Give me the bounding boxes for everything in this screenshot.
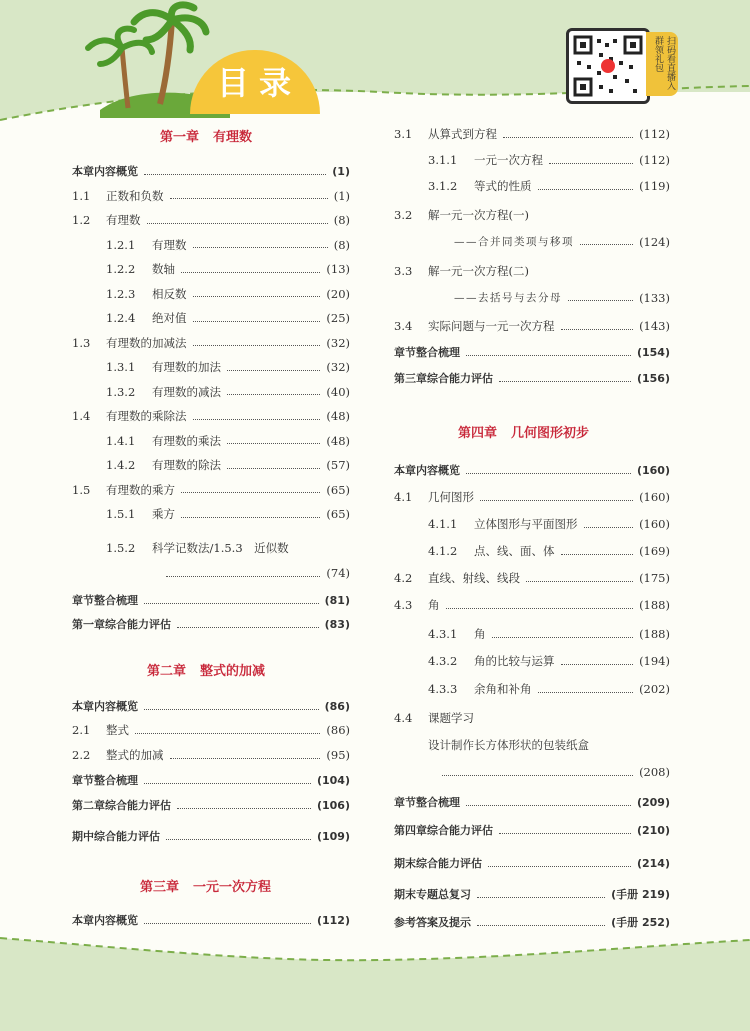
toc-entry[interactable]: [72, 592, 350, 608]
entry-page: (1): [333, 188, 350, 203]
entry-label: 本章内容概览: [72, 165, 138, 178]
toc-entry[interactable]: [454, 234, 670, 249]
entry-label: 有理数的加法: [152, 360, 221, 374]
entry-page: (104): [316, 773, 350, 787]
entry-label: 有理数的乘除法: [106, 409, 187, 423]
toc-entry[interactable]: [72, 408, 350, 424]
entry-page: (8): [333, 237, 350, 252]
entry-number: 4.1.1: [428, 517, 458, 531]
toc-entry[interactable]: [106, 384, 350, 400]
entry-page: (160): [639, 517, 670, 531]
toc-entry[interactable]: [428, 681, 670, 697]
entry-label: 期末专题总复习: [394, 888, 471, 901]
entry-page: (86): [324, 699, 350, 713]
entry-number: 1.5: [72, 482, 91, 497]
leader-dots: [177, 627, 319, 628]
entry-label: 有理数的乘方: [106, 482, 175, 497]
entry-number: 4.1.2: [428, 544, 458, 558]
toc-entry[interactable]: [106, 310, 350, 326]
leader-dots: [170, 198, 328, 199]
leader-dots: [466, 355, 631, 356]
entry-number: 4.3: [394, 598, 413, 612]
entry-page: (手册 252): [611, 916, 670, 929]
entry-page: (133): [639, 290, 670, 305]
leader-dots: [147, 223, 328, 224]
toc-entry[interactable]: [394, 318, 670, 334]
entry-label: 期中综合能力评估: [72, 830, 160, 843]
leader-dots: [170, 758, 321, 759]
toc-entry[interactable]: [72, 828, 350, 844]
entry-label: 角的比较与运算: [474, 654, 555, 668]
entry-number: 3.2: [394, 208, 413, 222]
leader-dots: [442, 775, 633, 776]
entry-label: 章节整合梳理: [394, 346, 460, 359]
chapter-4-heading: 第四章 几何图形初步: [458, 426, 590, 441]
toc-entry[interactable]: [72, 163, 350, 179]
entry-page: (143): [639, 319, 670, 333]
entry-page: (8): [333, 213, 350, 227]
leader-dots: [488, 866, 631, 867]
entry-label: 第三章综合能力评估: [394, 372, 493, 385]
entry-label: 本章内容概览: [394, 464, 460, 477]
entry-label: 等式的性质: [474, 179, 532, 193]
toc-entry[interactable]: [72, 772, 350, 788]
toc-entry[interactable]: [106, 540, 350, 556]
entry-page: (48): [326, 433, 350, 448]
toc-entry[interactable]: [72, 747, 350, 763]
leader-dots: [538, 692, 634, 693]
entry-label: 本章内容概览: [72, 914, 138, 927]
entry-label: 绝对值: [152, 311, 187, 325]
toc-entry[interactable]: [106, 457, 350, 473]
entry-page: (209): [636, 795, 670, 809]
toc-entry-continuation[interactable]: [436, 765, 670, 779]
entry-label: 第一章综合能力评估: [72, 618, 171, 631]
leader-dots: [561, 664, 634, 665]
entry-label: 有理数的乘法: [152, 433, 221, 448]
chapter-1-heading: 第一章 有理数: [160, 130, 253, 145]
toc-entry[interactable]: [72, 188, 350, 204]
entry-label: 直线、射线、线段: [428, 571, 520, 585]
entry-page: (65): [326, 507, 350, 521]
toc-entry[interactable]: [428, 737, 670, 753]
entry-label: 余角和补角: [474, 682, 532, 696]
entry-label: 点、线、面、体: [474, 544, 555, 558]
entry-number: 1.4: [72, 409, 91, 423]
entry-number: 3.1: [394, 127, 413, 141]
leader-dots: [466, 473, 631, 474]
toc-entry[interactable]: [106, 506, 350, 522]
entry-number: 1.4.2: [106, 458, 136, 472]
toc-entry[interactable]: [72, 797, 350, 813]
entry-label: 立体图形与平面图形: [474, 517, 578, 531]
entry-number: 1.3.1: [106, 360, 136, 374]
toc-entry[interactable]: [428, 152, 670, 168]
leader-dots: [227, 443, 320, 444]
entry-page: (74): [326, 566, 350, 580]
entry-page: (48): [326, 409, 350, 423]
leader-dots: [181, 492, 320, 493]
entry-number: 3.1.1: [428, 153, 458, 167]
leader-dots: [181, 272, 320, 273]
entry-label: 解一元一次方程(一): [428, 208, 529, 222]
entry-number: 1.5.2: [106, 541, 136, 555]
leader-dots: [227, 370, 320, 371]
entry-page: (124): [639, 234, 670, 249]
toc-entry[interactable]: [428, 516, 670, 532]
leader-dots: [193, 321, 321, 322]
entry-number: 2.2: [72, 748, 91, 762]
leader-dots: [144, 709, 319, 710]
toc-entry[interactable]: [394, 344, 670, 360]
leader-dots: [480, 500, 633, 501]
toc-entry[interactable]: [394, 370, 670, 386]
entry-page: (32): [326, 335, 350, 350]
leader-dots: [193, 247, 328, 248]
entry-label: 一元一次方程: [474, 153, 543, 167]
entry-page: (202): [639, 682, 670, 696]
toc-entry[interactable]: [72, 698, 350, 714]
entry-number: 1.1: [72, 188, 91, 203]
entry-page: (194): [639, 654, 670, 668]
entry-page: (106): [316, 798, 350, 812]
entry-page: (32): [326, 360, 350, 374]
entry-number: 2.1: [72, 723, 91, 737]
entry-label: 第二章综合能力评估: [72, 799, 171, 812]
toc-entry[interactable]: [106, 237, 350, 253]
entry-page: (208): [639, 765, 670, 779]
entry-label: 整式: [106, 723, 129, 737]
entry-label: ——合并同类项与移项: [454, 236, 574, 248]
entry-label: 有理数的加减法: [106, 335, 187, 350]
toc-entry[interactable]: [394, 207, 670, 223]
entry-label: 参考答案及提示: [394, 916, 471, 929]
toc-entry[interactable]: [106, 359, 350, 375]
entry-page: (40): [326, 384, 350, 399]
toc-entry-continuation[interactable]: [160, 566, 350, 580]
toc-entry[interactable]: [428, 543, 670, 559]
entry-page: (20): [326, 286, 350, 301]
leader-dots: [477, 925, 605, 926]
entry-label: 章节整合梳理: [72, 774, 138, 787]
entry-page: (手册 219): [611, 888, 670, 901]
toc-entry[interactable]: [106, 433, 350, 449]
entry-page: (65): [326, 482, 350, 497]
entry-label: 整式的加减: [106, 748, 164, 762]
entry-label: 角: [474, 627, 486, 641]
toc-entry[interactable]: [394, 822, 670, 838]
leader-dots: [227, 468, 320, 469]
entry-number: 1.2.2: [106, 262, 136, 276]
entry-page: (112): [639, 127, 670, 141]
leader-dots: [166, 576, 320, 577]
leader-dots: [193, 345, 321, 346]
leader-dots: [526, 581, 633, 582]
entry-label: ——去括号与去分母: [454, 292, 562, 304]
leader-dots: [144, 783, 311, 784]
entry-label: 第四章综合能力评估: [394, 824, 493, 837]
entry-page: (154): [636, 345, 670, 359]
entry-number: 4.1: [394, 490, 413, 504]
entry-number: 1.2: [72, 213, 91, 227]
entry-page: (95): [326, 748, 350, 762]
entry-label: 有理数: [152, 237, 187, 252]
entry-label: 几何图形: [428, 490, 474, 504]
entry-page: (175): [639, 571, 670, 585]
toc-entry[interactable]: [394, 489, 670, 505]
entry-page: (86): [326, 723, 350, 737]
entry-number: 4.3.3: [428, 682, 458, 696]
leader-dots: [492, 637, 634, 638]
entry-number: 3.3: [394, 264, 413, 278]
entry-label: 章节整合梳理: [394, 796, 460, 809]
toc-entry[interactable]: [394, 886, 670, 902]
entry-number: 1.5.1: [106, 507, 136, 521]
entry-label: 实际问题与一元一次方程: [428, 319, 555, 333]
leader-dots: [193, 296, 321, 297]
page-title: 目录: [216, 64, 301, 102]
entry-number: 1.4.1: [106, 433, 136, 448]
toc-entry[interactable]: [72, 212, 350, 228]
chapter-2-heading: 第二章 整式的加减: [147, 664, 266, 679]
entry-label: 章节整合梳理: [72, 594, 138, 607]
entry-number: 3.4: [394, 319, 413, 333]
entry-page: (160): [639, 490, 670, 504]
leader-dots: [561, 329, 634, 330]
leader-dots: [499, 381, 631, 382]
entry-label: 数轴: [152, 262, 175, 276]
leader-dots: [580, 244, 633, 245]
entry-page: (25): [326, 311, 350, 325]
entry-number: 1.3.2: [106, 384, 136, 399]
entry-page: (83): [324, 617, 350, 631]
leader-dots: [193, 419, 321, 420]
entry-page: (210): [636, 823, 670, 837]
entry-label: 相反数: [152, 286, 187, 301]
entry-label: 角: [428, 598, 440, 612]
entry-page: (188): [639, 598, 670, 612]
leader-dots: [446, 608, 634, 609]
entry-page: (112): [639, 153, 670, 167]
leader-dots: [568, 300, 633, 301]
leader-dots: [561, 554, 634, 555]
entry-label: 正数和负数: [106, 188, 164, 203]
qr-code-icon[interactable]: [566, 28, 650, 104]
entry-label: 本章内容概览: [72, 700, 138, 713]
entry-number: 3.1.2: [428, 179, 458, 193]
leader-dots: [227, 394, 320, 395]
leader-dots: [549, 163, 633, 164]
toc-entry[interactable]: [454, 290, 670, 305]
entry-label: 解一元一次方程(二): [428, 264, 529, 278]
entry-label: 有理数: [106, 213, 141, 227]
entry-label: 从算式到方程: [428, 127, 497, 141]
entry-label: 科学记数法/1.5.3 近似数: [152, 541, 289, 555]
entry-number: 4.3.1: [428, 627, 458, 641]
leader-dots: [584, 527, 634, 528]
entry-label: 课题学习: [428, 711, 474, 725]
entry-label: 设计制作长方体形状的包装纸盒: [428, 738, 589, 752]
leader-dots: [499, 833, 631, 834]
entry-page: (81): [324, 593, 350, 607]
toc-entry[interactable]: [72, 616, 350, 632]
entry-page: (188): [639, 627, 670, 641]
entry-number: 1.3: [72, 335, 91, 350]
toc-entry[interactable]: [106, 286, 350, 302]
leader-dots: [538, 189, 634, 190]
toc-entry[interactable]: [394, 855, 670, 871]
toc-entry[interactable]: [106, 261, 350, 277]
entry-page: (160): [636, 463, 670, 477]
entry-number: 4.3.2: [428, 654, 458, 668]
entry-number: 1.2.4: [106, 311, 136, 325]
leader-dots: [477, 897, 605, 898]
leader-dots: [144, 923, 311, 924]
toc-entry[interactable]: [394, 794, 670, 810]
toc-entry[interactable]: [428, 178, 670, 194]
entry-label: 期末综合能力评估: [394, 857, 482, 870]
toc-entry[interactable]: [72, 722, 350, 738]
toc-entry[interactable]: [72, 482, 350, 498]
entry-number: 1.2.3: [106, 286, 136, 301]
entry-number: 4.4: [394, 711, 413, 725]
toc-entry[interactable]: [394, 914, 670, 930]
toc-entry[interactable]: [394, 710, 670, 726]
entry-page: (156): [636, 371, 670, 385]
toc-entry[interactable]: [394, 462, 670, 478]
entry-number: 4.2: [394, 571, 413, 585]
leader-dots: [135, 733, 320, 734]
toc-entry[interactable]: [394, 570, 670, 586]
entry-page: (57): [326, 458, 350, 472]
leader-dots: [503, 137, 633, 138]
entry-page: (1): [332, 164, 350, 178]
entry-page: (119): [639, 179, 670, 193]
chapter-3-heading: 第三章 一元一次方程: [140, 880, 272, 895]
leader-dots: [144, 603, 319, 604]
toc-entry[interactable]: [394, 597, 670, 613]
toc-entry[interactable]: [72, 335, 350, 351]
toc-entry[interactable]: [72, 912, 350, 928]
leader-dots: [181, 517, 320, 518]
qr-tab-label: 扫码看直播入群领礼包: [646, 32, 678, 96]
entry-page: (112): [316, 913, 350, 927]
leader-dots: [466, 805, 631, 806]
entry-page: (169): [639, 544, 670, 558]
entry-label: 乘方: [152, 507, 175, 521]
toc-entry[interactable]: [428, 653, 670, 669]
toc-entry[interactable]: [394, 126, 670, 142]
leader-dots: [177, 808, 311, 809]
entry-page: (109): [316, 829, 350, 843]
entry-page: (214): [636, 856, 670, 870]
leader-dots: [166, 839, 311, 840]
entry-label: 有理数的除法: [152, 458, 221, 472]
toc-entry[interactable]: [428, 626, 670, 642]
entry-number: 1.2.1: [106, 237, 136, 252]
entry-label: 有理数的减法: [152, 384, 221, 399]
leader-dots: [144, 174, 326, 175]
toc-entry[interactable]: [394, 263, 670, 279]
entry-page: (13): [326, 262, 350, 276]
